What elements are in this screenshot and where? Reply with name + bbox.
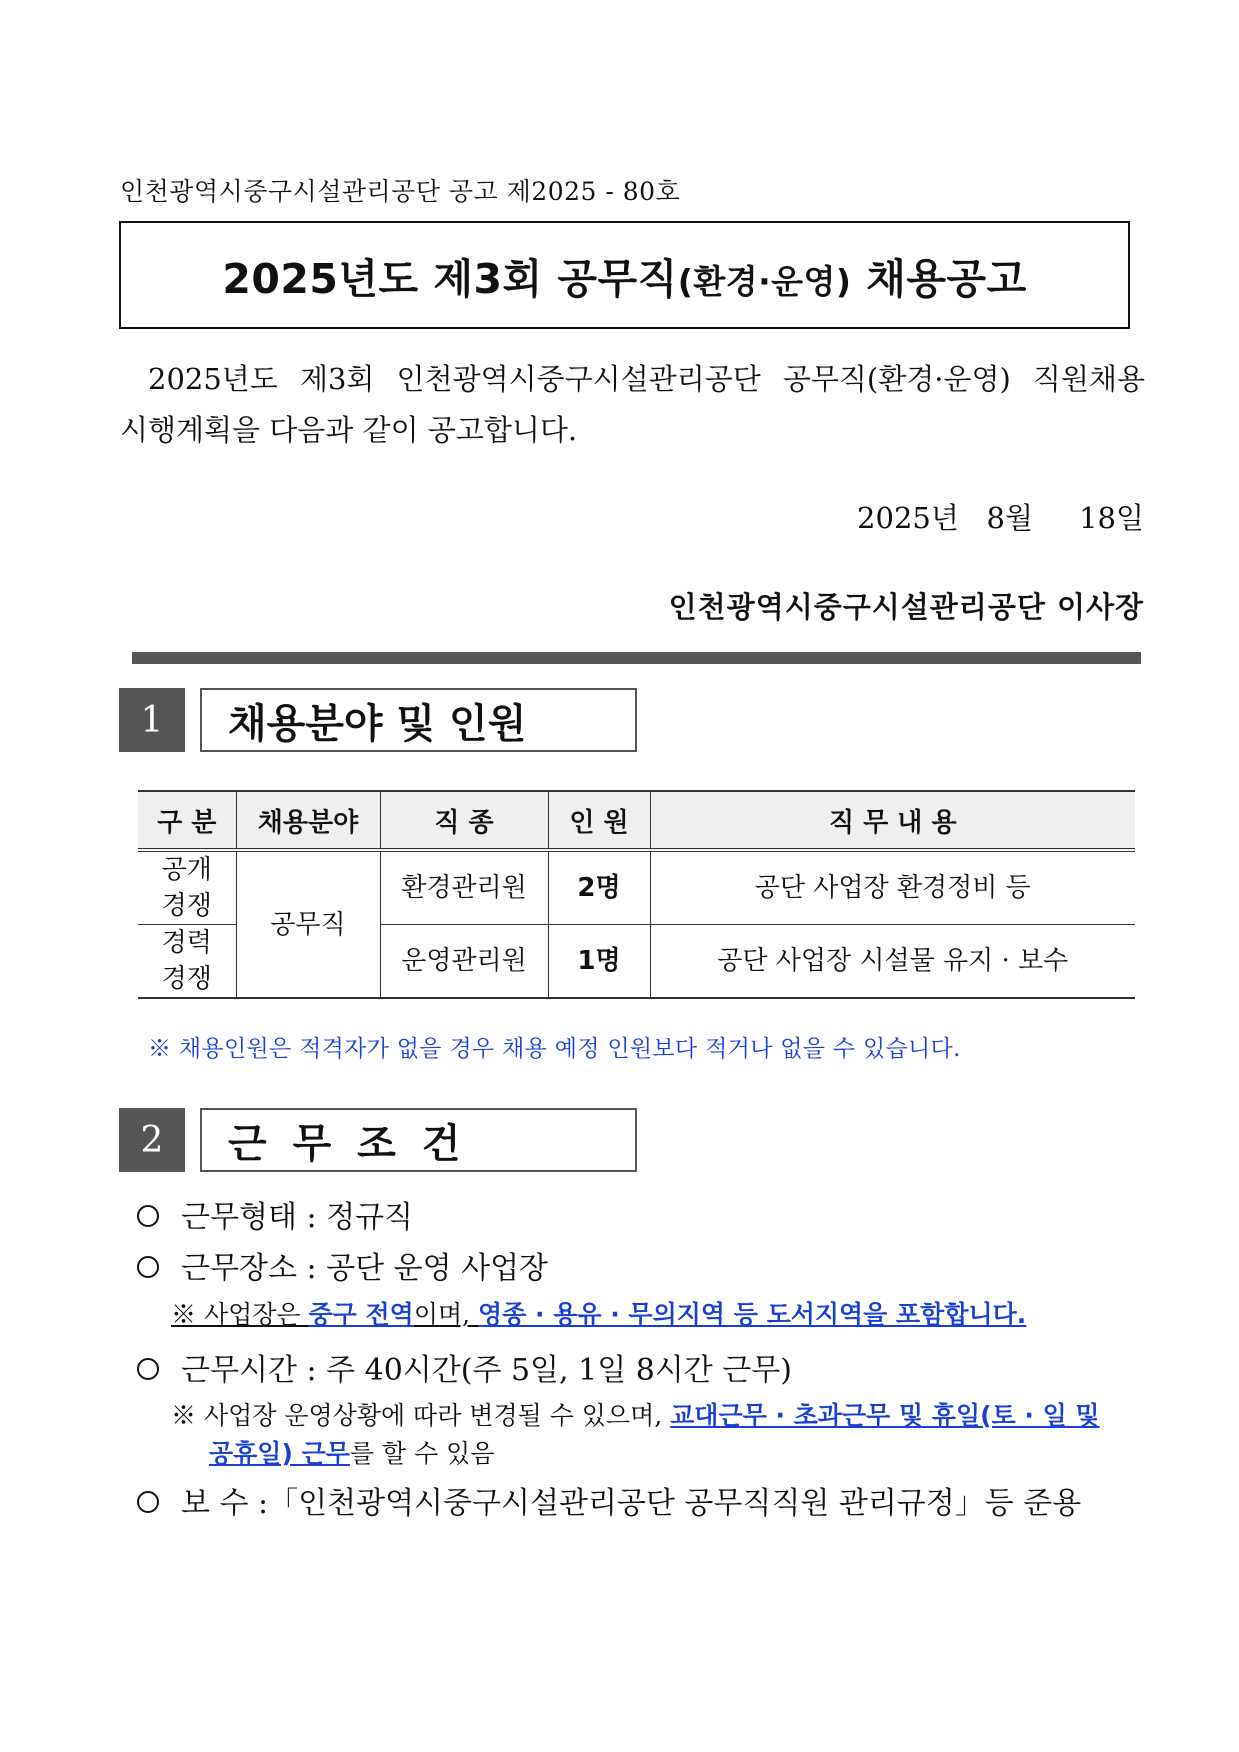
table-header-row	[138, 791, 1135, 850]
row-1-duty: 공단 사업장 환경정비 등	[650, 850, 1135, 925]
work-type-text: 근무형태 : 정규직	[181, 1200, 414, 1235]
header-duty: 직 무 내 용	[650, 791, 1135, 850]
row-2-type: 경력 경쟁	[138, 925, 236, 999]
notice-date: 2025년 8월 18일	[857, 501, 1144, 535]
work-place-item	[137, 1243, 548, 1287]
row-1-job: 환경관리원	[380, 850, 548, 925]
intro-line-1: 2025년도 제3회 인천광역시중구시설관리공단 공무직(환경·운영) 직원채용	[148, 362, 1145, 396]
place-note-mid: 이며,	[413, 1300, 479, 1329]
header-count: 인 원	[548, 791, 650, 850]
table-note: ※ 채용인원은 적격자가 없을 경우 채용 예정 인원보다 적거나 없을 수 있습니다.	[148, 1036, 961, 1062]
pay-item	[137, 1478, 1081, 1522]
title-main: 2025년도 제3회 공무직	[222, 254, 678, 303]
section-2-title: 근 무 조 건	[200, 1108, 637, 1172]
recruitment-table	[138, 790, 1135, 999]
header-job: 직 종	[380, 791, 548, 850]
header-category: 구 분	[138, 791, 236, 850]
circle-bullet-icon	[137, 1256, 159, 1278]
work-place-note	[171, 1295, 1026, 1331]
section-1-number: 1	[119, 688, 185, 752]
row-2-duty: 공단 사업장 시설물 유지 · 보수	[650, 925, 1135, 999]
work-hours-note-line-1	[171, 1396, 1100, 1432]
intro-line-2: 시행계획을 다음과 같이 공고합니다.	[120, 413, 578, 447]
title-paren: (환경·운영)	[677, 261, 852, 301]
hours-note-suffix: 를 할 수 있음	[349, 1439, 495, 1468]
work-type-item	[137, 1192, 413, 1236]
place-note-highlight-2: 영종 · 용유 · 무의지역 등 도서지역을 포함합니다.	[478, 1300, 1027, 1329]
header-field: 채용분야	[236, 791, 380, 850]
divider	[132, 652, 1141, 664]
signer: 인천광역시중구시설관리공단 이사장	[668, 590, 1144, 624]
work-place-text: 근무장소 : 공단 운영 사업장	[181, 1251, 549, 1286]
title-box	[119, 221, 1130, 329]
section-1-title: 채용분야 및 인원	[200, 688, 637, 752]
notice-number: 인천광역시중구시설관리공단 공고 제2025 - 80호	[120, 177, 681, 206]
field-cell: 공무직	[236, 850, 380, 998]
place-note-highlight-1: 중구 전역	[308, 1300, 414, 1329]
work-hours-note-line-2	[209, 1434, 494, 1470]
circle-bullet-icon	[137, 1358, 159, 1380]
row-1-type: 공개 경쟁	[138, 850, 236, 925]
row-2-count: 1명	[548, 925, 650, 999]
work-hours-text: 근무시간 : 주 40시간(주 5일, 1일 8시간 근무)	[181, 1353, 792, 1388]
circle-bullet-icon	[137, 1491, 159, 1513]
row-2-job: 운영관리원	[380, 925, 548, 999]
circle-bullet-icon	[137, 1205, 159, 1227]
table-row	[138, 850, 1135, 925]
work-hours-item	[137, 1345, 792, 1389]
row-1-count: 2명	[548, 850, 650, 925]
pay-text: 보 수 :「인천광역시중구시설관리공단 공무직직원 관리규정」등 준용	[181, 1486, 1082, 1521]
hours-note-prefix: ※ 사업장 운영상황에 따라 변경될 수 있으며,	[171, 1401, 671, 1430]
hours-note-highlight-1: 교대근무 · 초과근무 및 휴일(토 · 일 및	[670, 1401, 1100, 1430]
hours-note-highlight-2: 공휴일) 근무	[209, 1439, 350, 1468]
intro-paragraph	[120, 354, 1145, 456]
section-2-number: 2	[119, 1108, 185, 1172]
page-title	[222, 246, 1026, 305]
title-tail: 채용공고	[866, 254, 1027, 303]
place-note-prefix: ※ 사업장은	[171, 1300, 309, 1329]
